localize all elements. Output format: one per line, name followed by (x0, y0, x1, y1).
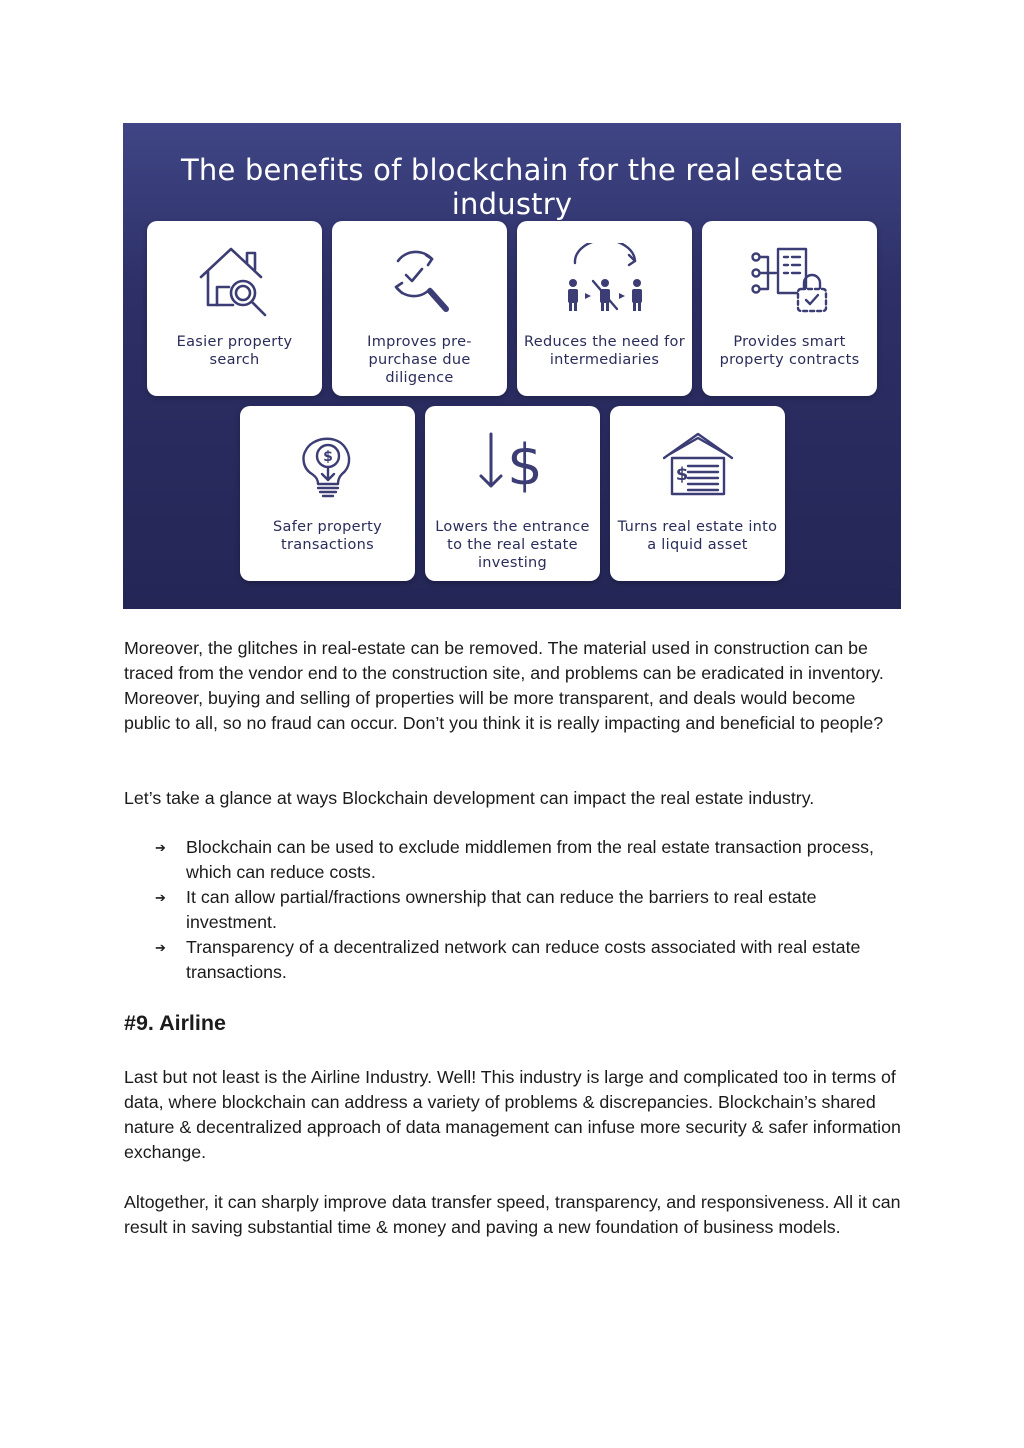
card-label: Turns real estate into a liquid asset (617, 519, 778, 553)
infographic-title: The benefits of blockchain for the real estate industry (180, 153, 844, 221)
card-smart-contracts (702, 221, 877, 396)
paragraph-text: Let’s take a glance at ways Blockchain development can impact the real estate industry. (124, 788, 815, 808)
card-improves-diligence (332, 221, 507, 396)
card-label: Provides smart property contracts (719, 334, 860, 368)
bullet-list (124, 835, 904, 985)
list-item (124, 935, 904, 985)
lightbulb-dollar-icon (288, 428, 368, 503)
section-heading: #9. Airline (124, 1011, 226, 1035)
paragraph-text: Moreover, the glitches in real-estate can be removed. The material used in construction can be traced from the vendor end to the construction site, and problems can be eradicated in inventory. Moreover, buying and selling of properties will be more transparent, and deals would become public to all, so no fraud can occur. Don’t you think it is really impacting and beneficial to people? (124, 638, 884, 733)
card-label: Safer property transactions (273, 519, 382, 553)
blockchain-benefits-infographic (123, 123, 901, 609)
house-search-icon (195, 243, 275, 318)
house-money-icon (658, 428, 738, 503)
arrow-bullet-icon: ➔ (155, 890, 166, 905)
card-lowers-entrance (425, 406, 600, 581)
paragraph-glitches (124, 636, 904, 736)
svg-text:$: $ (322, 449, 333, 465)
paragraph-airline (124, 1065, 904, 1165)
list-item (124, 885, 904, 935)
card-easier-property-search (147, 221, 322, 396)
card-label: Lowers the entrance to the real estate investing (435, 519, 590, 571)
list-item (124, 835, 904, 885)
svg-text:$: $ (675, 464, 688, 485)
paragraph-conclusion (124, 1190, 904, 1240)
card-liquid-asset (610, 406, 785, 581)
list-item-text: Blockchain can be used to exclude middlemen from the real estate transaction process, which can reduce costs. (186, 837, 874, 882)
arrow-bullet-icon: ➔ (155, 940, 166, 955)
card-label: Easier property search (176, 334, 293, 368)
card-label: Improves pre-purchase due diligence (367, 334, 472, 386)
contract-lock-icon (748, 243, 832, 318)
svg-text:$: $ (506, 433, 543, 498)
people-transfer-icon (563, 243, 647, 318)
paragraph-intro-list (124, 786, 904, 811)
arrow-down-dollar-icon (473, 428, 553, 503)
list-item-text: It can allow partial/fractions ownership that can reduce the barriers to real estate investment. (186, 887, 817, 932)
card-reduces-intermediaries (517, 221, 692, 396)
paragraph-text: Last but not least is the Airline Industry. Well! This industry is large and complicated too in terms of data, where blockchain can address a variety of problems & discrepancies. Blockchain’s shared nature & decentralized approach of data management can infuse more security & safer information exchange. (124, 1067, 901, 1162)
card-safer-transactions (240, 406, 415, 581)
list-item-text: Transparency of a decentralized network can reduce costs associated with real estate transactions. (186, 937, 861, 982)
arrow-bullet-icon: ➔ (155, 840, 166, 855)
card-label: Reduces the need for intermediaries (524, 334, 685, 368)
refresh-magnifier-icon (380, 243, 460, 318)
paragraph-text: Altogether, it can sharply improve data transfer speed, transparency, and responsiveness. All it can result in saving substantial time & money and paving a new foundation of business models. (124, 1192, 901, 1237)
